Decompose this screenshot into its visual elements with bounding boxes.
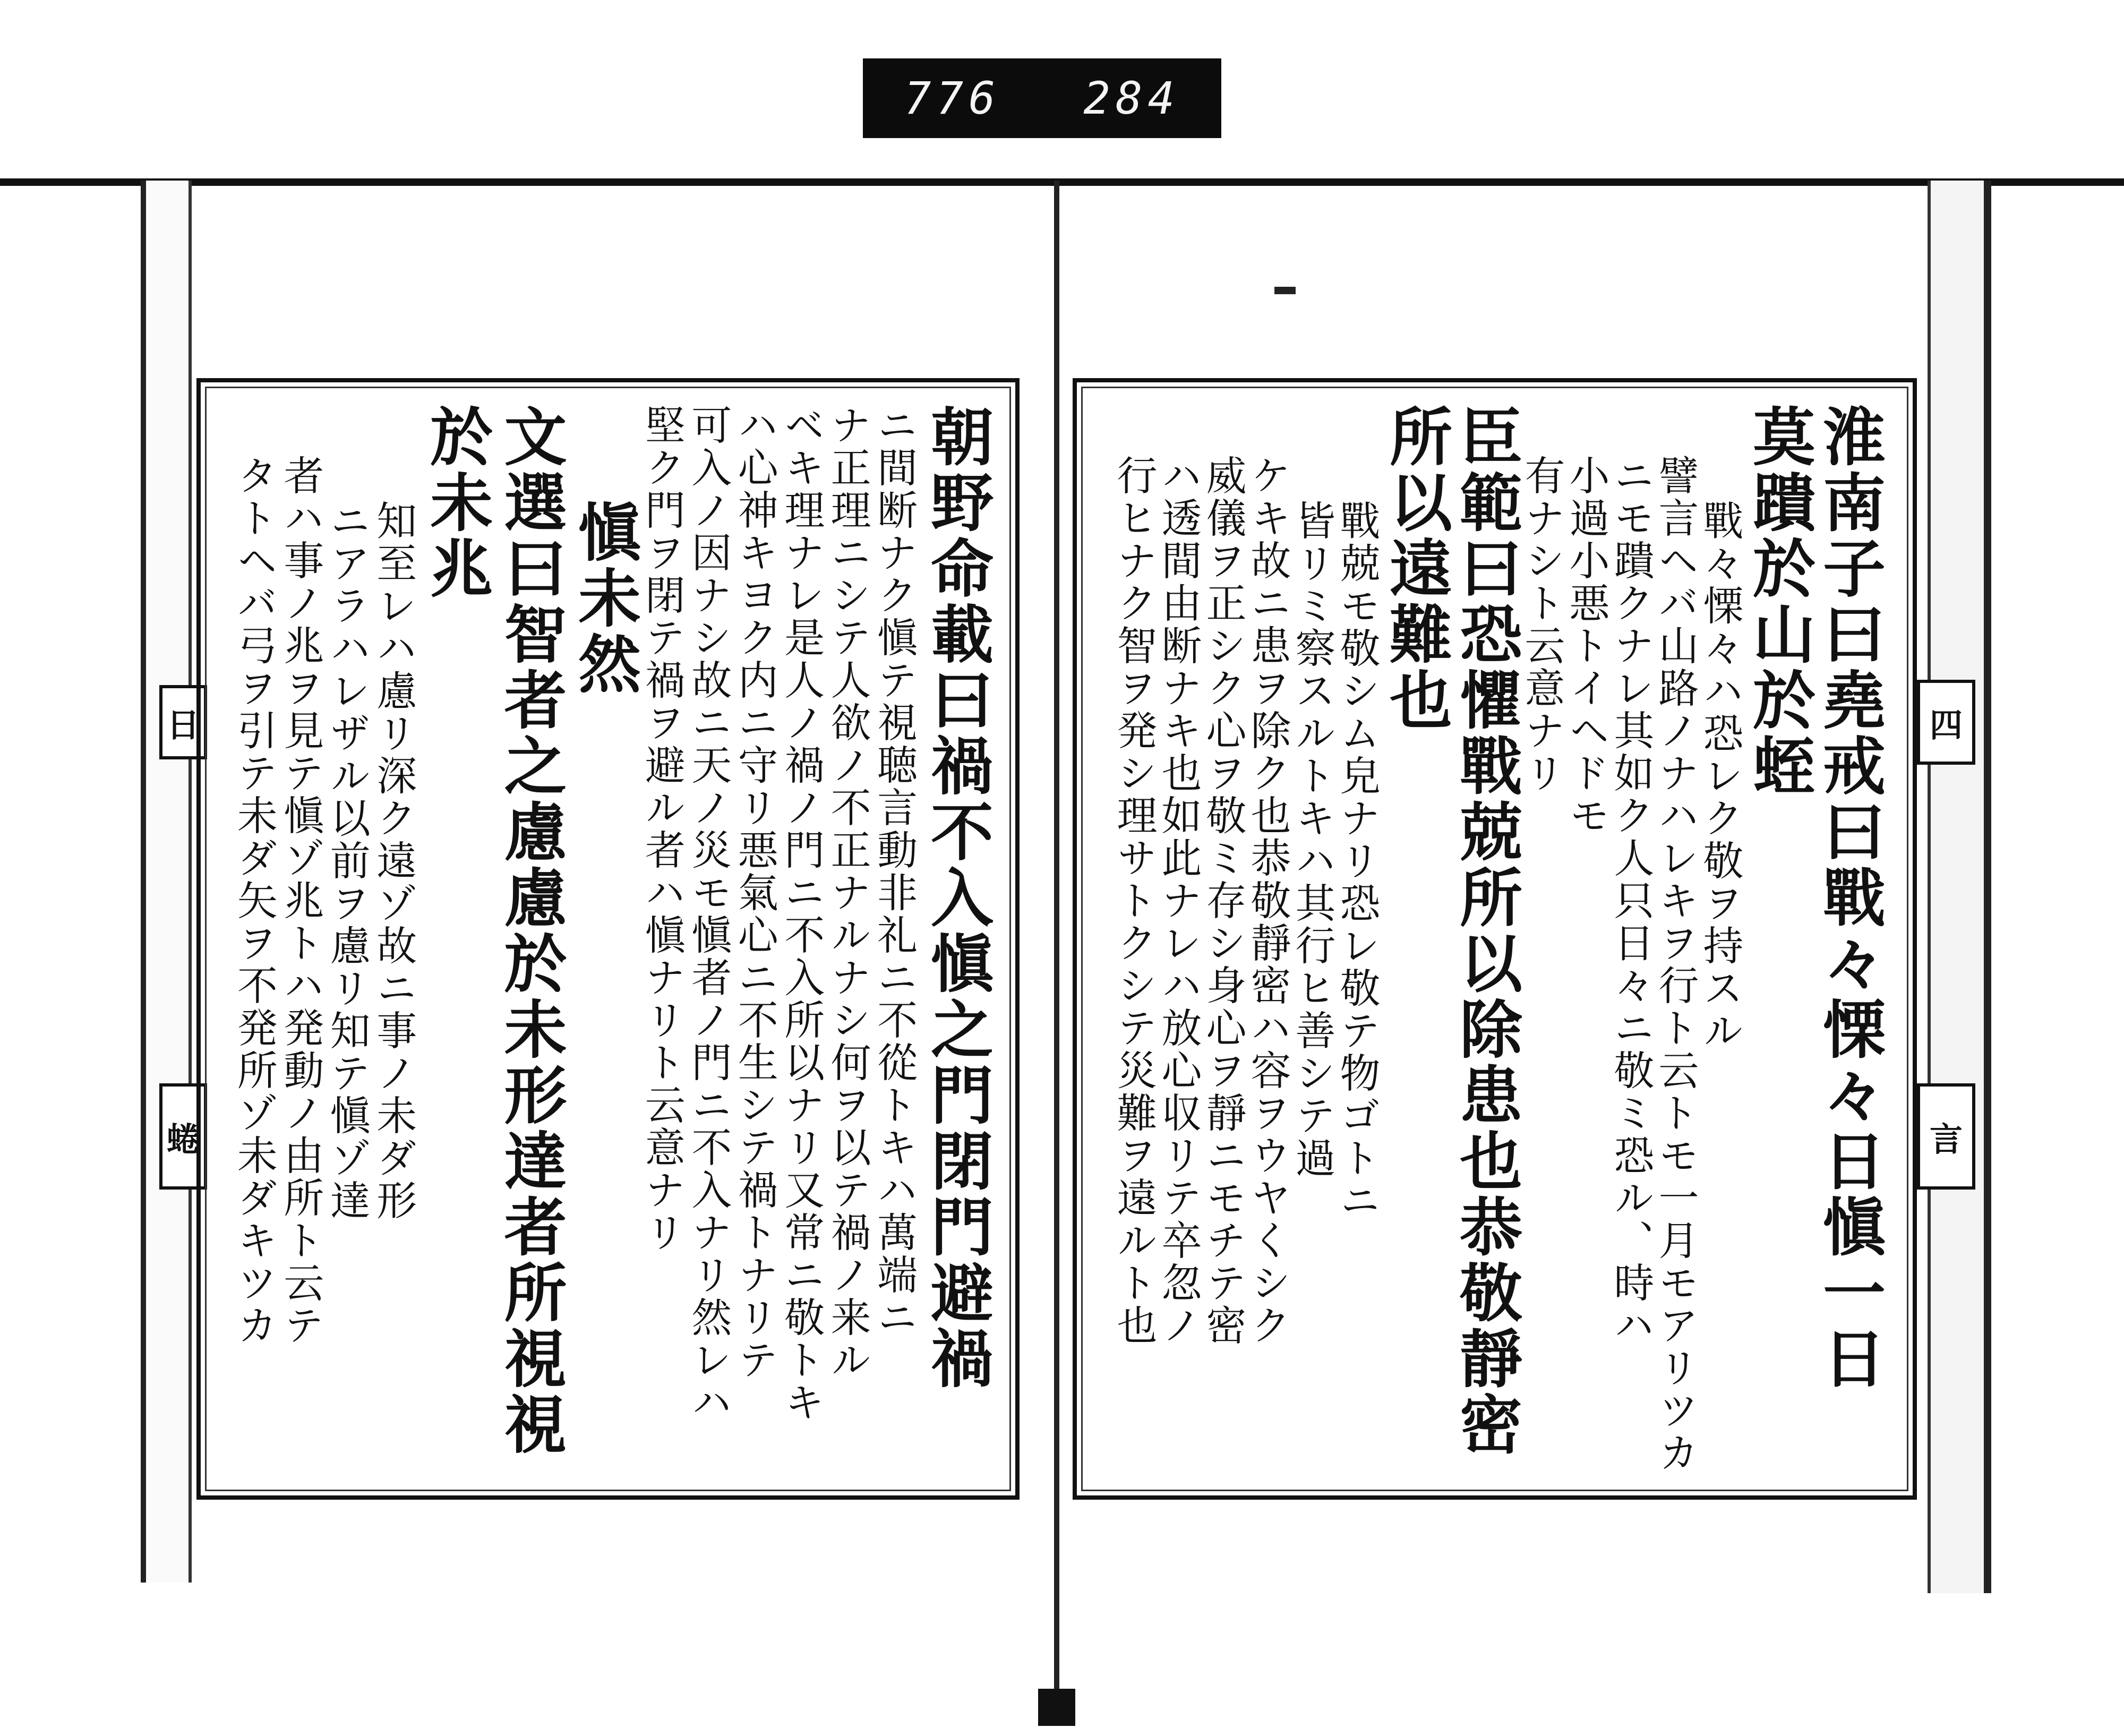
left_page-column: ナ正理ニシテ人欲ノ不正ナルナシ何ヲ以テ禍ノ来ル	[824, 404, 872, 1381]
left-page-frame	[196, 378, 1020, 1500]
left-page-edge	[141, 181, 192, 1583]
binding-mark	[1038, 1689, 1075, 1726]
margin-tab-right-lower: 言	[1917, 1083, 1975, 1190]
catalog-number-left: 776	[904, 72, 1001, 124]
top-rule	[0, 178, 2124, 186]
right_page-column: 行ヒナク智ヲ発シ理サトクシテ災難ヲ遠ルト也	[1110, 455, 1158, 1347]
right-page-inner-border	[1081, 387, 1908, 1491]
left_page-column: 愼未然	[567, 500, 641, 697]
right-page-text	[1109, 404, 1886, 1474]
right_page-column: 所以遠難也	[1379, 404, 1453, 733]
ink-mark	[1274, 287, 1296, 294]
margin-tab-left-lower: 蜷	[159, 1083, 207, 1190]
margin-tab-right-upper: 四	[1917, 680, 1975, 765]
right_page-column: 小過小悪トイヘドモ	[1563, 455, 1610, 837]
catalog-label	[863, 58, 1221, 138]
left_page-column: 堅ク門ヲ閉テ禍ヲ避ル者ハ愼ナリト云意ナリ	[638, 404, 686, 1254]
right_page-column: 有ナシト云意ナリ	[1518, 455, 1565, 794]
left_page-column: 朝野命載曰禍不入愼之門閉門避禍	[920, 404, 994, 1392]
left_page-column: タトヘバ弓ヲ引テ未ダ矢ヲ不発所ゾ未ダキツカ	[230, 455, 278, 1347]
book-spine	[1054, 181, 1059, 1699]
right-page-frame	[1073, 378, 1917, 1500]
left_page-column: 者ハ事ノ兆ヲ見テ愼ゾ兆トハ発動ノ由所ト云テ	[277, 455, 324, 1347]
right_page-column: 莫蹪於山於蛭	[1742, 404, 1816, 799]
left_page-column: ベキ理ナレ是人ノ禍ノ門ニ不入所以ナリ又常ニ敬トキ	[777, 404, 825, 1424]
left_page-column: 可入ノ因ナシ故ニ天ノ災モ愼者ノ門ニ不入ナリ然レハ	[684, 404, 732, 1424]
left-page-inner-border	[205, 387, 1011, 1491]
catalog-number-right: 284	[1083, 72, 1180, 124]
right_page-column: 威儀ヲ正シク心ヲ敬ミ存シ身心ヲ靜ニモチテ密	[1200, 455, 1247, 1347]
left_page-column: 文選曰智者之慮慮於未形達者所視視	[493, 404, 568, 1458]
right-page-edge	[1928, 181, 1991, 1593]
right_page-column: ハ透間由断ナキ也如此ナレハ放心収リテ卒忽ノ	[1155, 455, 1202, 1347]
right_page-column: ケキ故ニ患ヲ除ク也恭敬靜密ハ容ヲウヤくシク	[1244, 455, 1291, 1347]
left_page-column: 於未兆	[419, 404, 494, 602]
right_page-column: 臣範曰恐懼戰兢所以除患也恭敬靜密	[1449, 404, 1523, 1458]
right_page-column: 戰兢モ敬シム皃ナリ恐レ敬テ物ゴトニ	[1333, 500, 1381, 1222]
left-page-text	[228, 404, 994, 1474]
right_page-column: 皆リミ察スルトキハ其行ヒ善シテ過	[1289, 500, 1336, 1179]
margin-tab-left-upper: 日	[159, 685, 207, 759]
right_page-column: 譬言ヘバ山路ノナハレキヲ行ト云トモ一月モアリツカ	[1652, 455, 1699, 1474]
right_page-column: 戰々慄々ハ恐レク敬ヲ持スル	[1697, 500, 1744, 1052]
right_page-column: ニモ蹪クナレ其如ク人只日々ニ敬ミ恐ル、時ハ	[1607, 455, 1655, 1347]
left_page-column: ニアラハレザル以前ヲ慮リ知テ愼ゾ達	[323, 500, 371, 1222]
left_page-column: ニ間断ナク愼テ視聴言動非礼ニ不從トキハ萬端ニ	[870, 404, 918, 1339]
right_page-column: 淮南子曰堯戒曰戰々慄々日愼一日	[1812, 404, 1886, 1392]
left_page-column: 知至レハ慮リ深ク遠ゾ故ニ事ノ未ダ形	[370, 500, 417, 1222]
left_page-column: ハ心神キヨク内ニ守リ悪氣心ニ不生シテ禍トナリテ	[731, 404, 779, 1381]
